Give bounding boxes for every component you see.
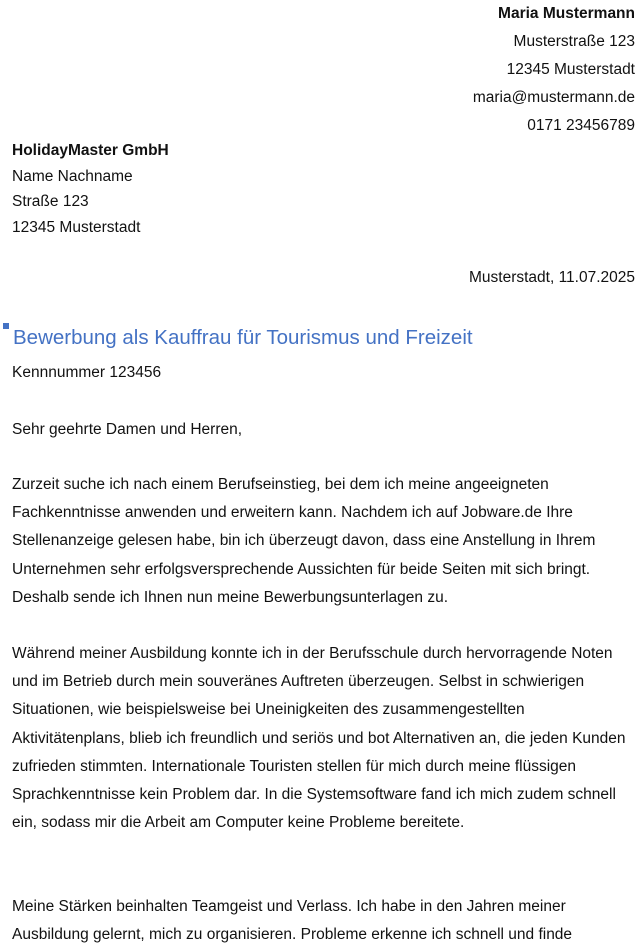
sender-city: 12345 Musterstadt bbox=[506, 61, 635, 78]
sender-street: Musterstraße 123 bbox=[513, 33, 635, 50]
body-paragraph-2: Während meiner Ausbildung konnte ich in der Berufsschule durch hervorragende Noten und im Betrieb durch mein souveränes Auftreten überzeugen. Selbst in schwierigen Situationen, wie beispielsweise bei Uneinigkeiten des zusammengestellten Aktivitätenplans, blieb ich freundlich und seriös und bot Alternativen an, die jeden Kunden zufrieden stimmten. Internationale Touristen stellen für mich durch meine flüssigen Sprachkenntnisse kein Problem dar. In die Systemsoftware fand ich mich zudem schnell ein, sodass mir die Arbeit am Computer keine Probleme bereitete. bbox=[12, 645, 626, 832]
recipient-address-block bbox=[12, 138, 169, 240]
recipient-city: 12345 Musterstadt bbox=[12, 218, 141, 236]
body-paragraph-3: Meine Stärken beinhalten Teamgeist und Verlass. Ich habe in den Jahren meiner Ausbildung gelernt, mich zu organisieren. Probleme erkenne ich schnell und finde bbox=[12, 898, 573, 944]
sender-name: Maria Mustermann bbox=[498, 5, 635, 22]
sender-address-block bbox=[473, 0, 635, 140]
recipient-contact: Name Nachname bbox=[12, 167, 133, 185]
reference-number: Kennnummer 123456 bbox=[12, 364, 162, 381]
body-paragraph-1: Zurzeit suche ich nach einem Berufseinstieg, bei dem ich meine angeeigneten Fachkenntnisse anwenden und erweitern kann. Nachdem ich auf Jobware.de Ihre Stellenanzeige gelesen habe, bin ich überzeugt davon, dass eine Anstellung in Ihrem Unternehmen sehr erfolgsversprechende Aussichten für beide Seiten mit sich bringt. Deshalb sende ich Ihnen nun meine Bewerbungsunterlagen zu. bbox=[12, 476, 596, 606]
recipient-company: HolidayMaster GmbH bbox=[12, 142, 169, 159]
salutation: Sehr geehrte Damen und Herren, bbox=[12, 421, 243, 438]
subject-heading: Bewerbung als Kauffrau für Tourismus und Freizeit bbox=[13, 326, 473, 349]
heading-marker bbox=[3, 323, 9, 329]
letter-date: Musterstadt, 11.07.2025 bbox=[468, 269, 635, 286]
sender-phone: 0171 23456789 bbox=[527, 117, 635, 134]
sender-email: maria@mustermann.de bbox=[472, 89, 635, 106]
recipient-street: Straße 123 bbox=[12, 193, 89, 210]
